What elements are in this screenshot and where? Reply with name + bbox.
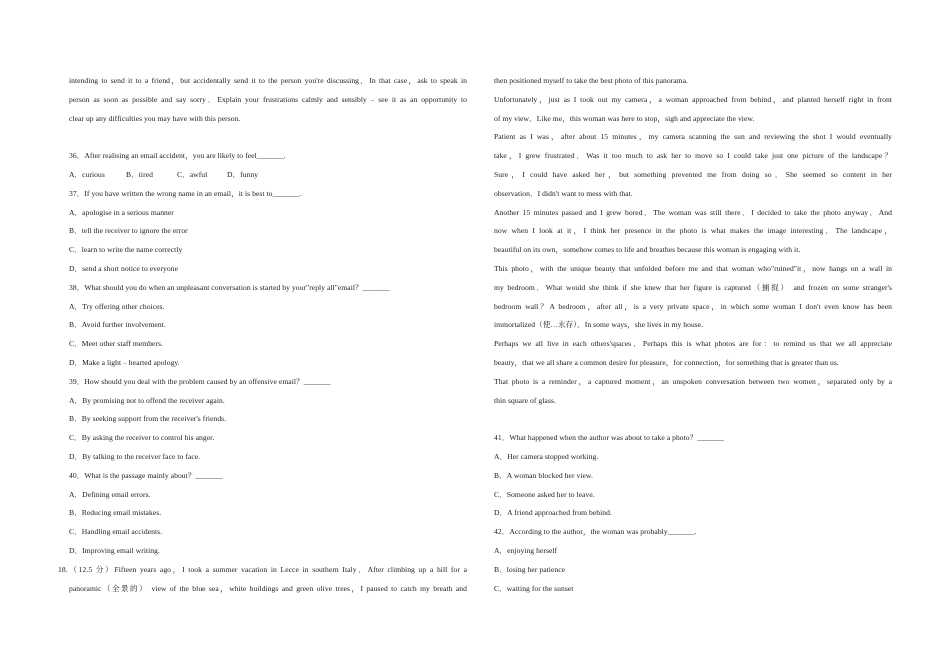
option-c: C．Meet other staff members.	[69, 339, 163, 349]
passage-line: my bedroom．What would she think if she knew that her figure is captured（捕捉） and frozen on some stranger's	[494, 282, 892, 292]
option-c: C．Someone asked her to leave.	[494, 489, 595, 499]
passage-line: clear up any difficulties you may have with this person.	[69, 113, 241, 123]
passage-line: beautiful on its own，somehow comes to life and breathes because this woman is engaging with it.	[494, 245, 801, 255]
question-40: 40．What is the passage mainly about？_______	[69, 470, 223, 480]
option-c: C．learn to write the name correctly	[69, 245, 183, 255]
passage-line: Another 15 minutes passed and I grew bored．The woman was still there．I decided to take the photo anyway．And	[494, 207, 892, 217]
passage-line: This photo，with the unique beauty that unfolded before me and that woman who"ruined"it，now hangs on a wall in	[494, 263, 892, 273]
passage-line: take，I grew frustrated．Was it too much to ask her to move so I could take just one picture of the landscape？	[494, 151, 892, 161]
option-a: A．Try offering other choices.	[69, 301, 165, 311]
question-36-options	[69, 166, 467, 185]
option-d: D．send a short notice to everyone	[69, 263, 178, 273]
passage-line: thin square of glass.	[494, 395, 556, 405]
option-a: A．Her camera stopped working.	[494, 451, 599, 461]
question-37: 37．If you have written the wrong name in an email，it is best to_______.	[69, 188, 302, 198]
option-c: C．Handling email accidents.	[69, 527, 163, 537]
option-a: A．enjoying herself	[494, 545, 558, 555]
option-d: D．funny	[227, 169, 259, 179]
passage-line: Perhaps we all live in each others'spaces．Perhaps this is what photos are for：to remind us that we all appreciate	[494, 339, 892, 349]
passage-line: Unfortunately，just as I took out my camera，a woman approached from behind，and planted herself right in front	[494, 94, 892, 104]
option-b: B．tell the receiver to ignore the error	[69, 226, 188, 236]
option-a: A．By promising not to offend the receiver again.	[69, 395, 225, 405]
option-d: D．Improving email writing.	[69, 545, 160, 555]
passage-line: bedroom wall？A bedroom，after all，is a very private space，in which some woman I don't even know has been	[494, 301, 892, 311]
option-b: B．losing her patience	[494, 564, 566, 574]
passage-line: person as soon as possible and say sorry．Explain your frustrations calmly and sensibly﹣see it as an opportunity to	[69, 94, 467, 104]
passage-line: intending to send it to a friend，but accidentally send it to the person you're discussing．In that case，ask to speak in	[69, 76, 467, 85]
passage-line: beauty，that we all share a common desire for pleasure，for connection，for something that is greater than us.	[494, 357, 839, 367]
passage-line: That photo is a reminder，a captured moment，an unspoken conversation between two women，separated only by a	[494, 376, 892, 386]
option-d: D．Make a light﹣hearted apology.	[69, 357, 180, 367]
passage-line: now when I look at it，I think her presence in the photo is what makes the image interesting．The landscape，	[494, 226, 892, 236]
option-b: B．Avoid further involvement.	[69, 320, 166, 330]
option-b: B．A woman blocked her view.	[494, 470, 593, 480]
option-a: A．apologise in a serious manner	[69, 207, 174, 217]
option-b: B．tired	[126, 169, 153, 179]
option-a: A．Defining email errors.	[69, 489, 151, 499]
question-39: 39．How should you deal with the problem caused by an offensive email？_______	[69, 376, 331, 386]
option-c: C．awful	[177, 169, 208, 179]
option-c: C．By asking the receiver to control his anger.	[69, 433, 215, 443]
option-b: B．Reducing email mistakes.	[69, 508, 162, 518]
passage-line: then positioned myself to take the best photo of this panorama.	[494, 76, 689, 85]
question-38: 38．What should you do when an unpleasant conversation is started by your"reply all"email？_______	[69, 282, 390, 292]
passage-line: Sure，I could have asked her，but something prevented me from doing so．She seemed so content in her	[494, 169, 892, 179]
question-42: 42．According to the author，the woman was probably_______.	[494, 527, 697, 537]
option-d: D．A friend approached from behind.	[494, 508, 612, 518]
passage-line: observation．I didn't want to mess with that.	[494, 188, 633, 198]
option-b: B．By seeking support from the receiver's friends.	[69, 414, 227, 424]
option-d: D．By talking to the receiver face to face.	[69, 451, 201, 461]
question-36: 36．After realising an email accident，you are likely to feel_______.	[69, 151, 286, 161]
left-column	[58, 72, 467, 598]
passage-line: immortalized（使…永存）．In some ways，she lives in my house.	[494, 320, 704, 330]
passage-line: panoramic（全景的） view of the blue sea，white buildings and green olive trees，I paused to catch my breath and	[69, 583, 467, 593]
right-column	[494, 72, 892, 598]
option-a: A．curious	[69, 169, 105, 179]
section-18-heading: 18.（12.5 分）Fifteen years ago，I took a summer vacation in Lecce in southern Italy．After climbing up a hill for a	[58, 564, 467, 574]
passage-line: of my view．Like me，this woman was here to stop，sigh and appreciate the view.	[494, 113, 755, 123]
passage-line: Patient as I was，after about 15 minutes，my camera scanning the sun and reviewing the shot I would eventually	[494, 132, 892, 142]
option-c: C．waiting for the sunset	[494, 583, 574, 593]
question-41: 41．What happened when the author was about to take a photo？_______	[494, 433, 725, 443]
